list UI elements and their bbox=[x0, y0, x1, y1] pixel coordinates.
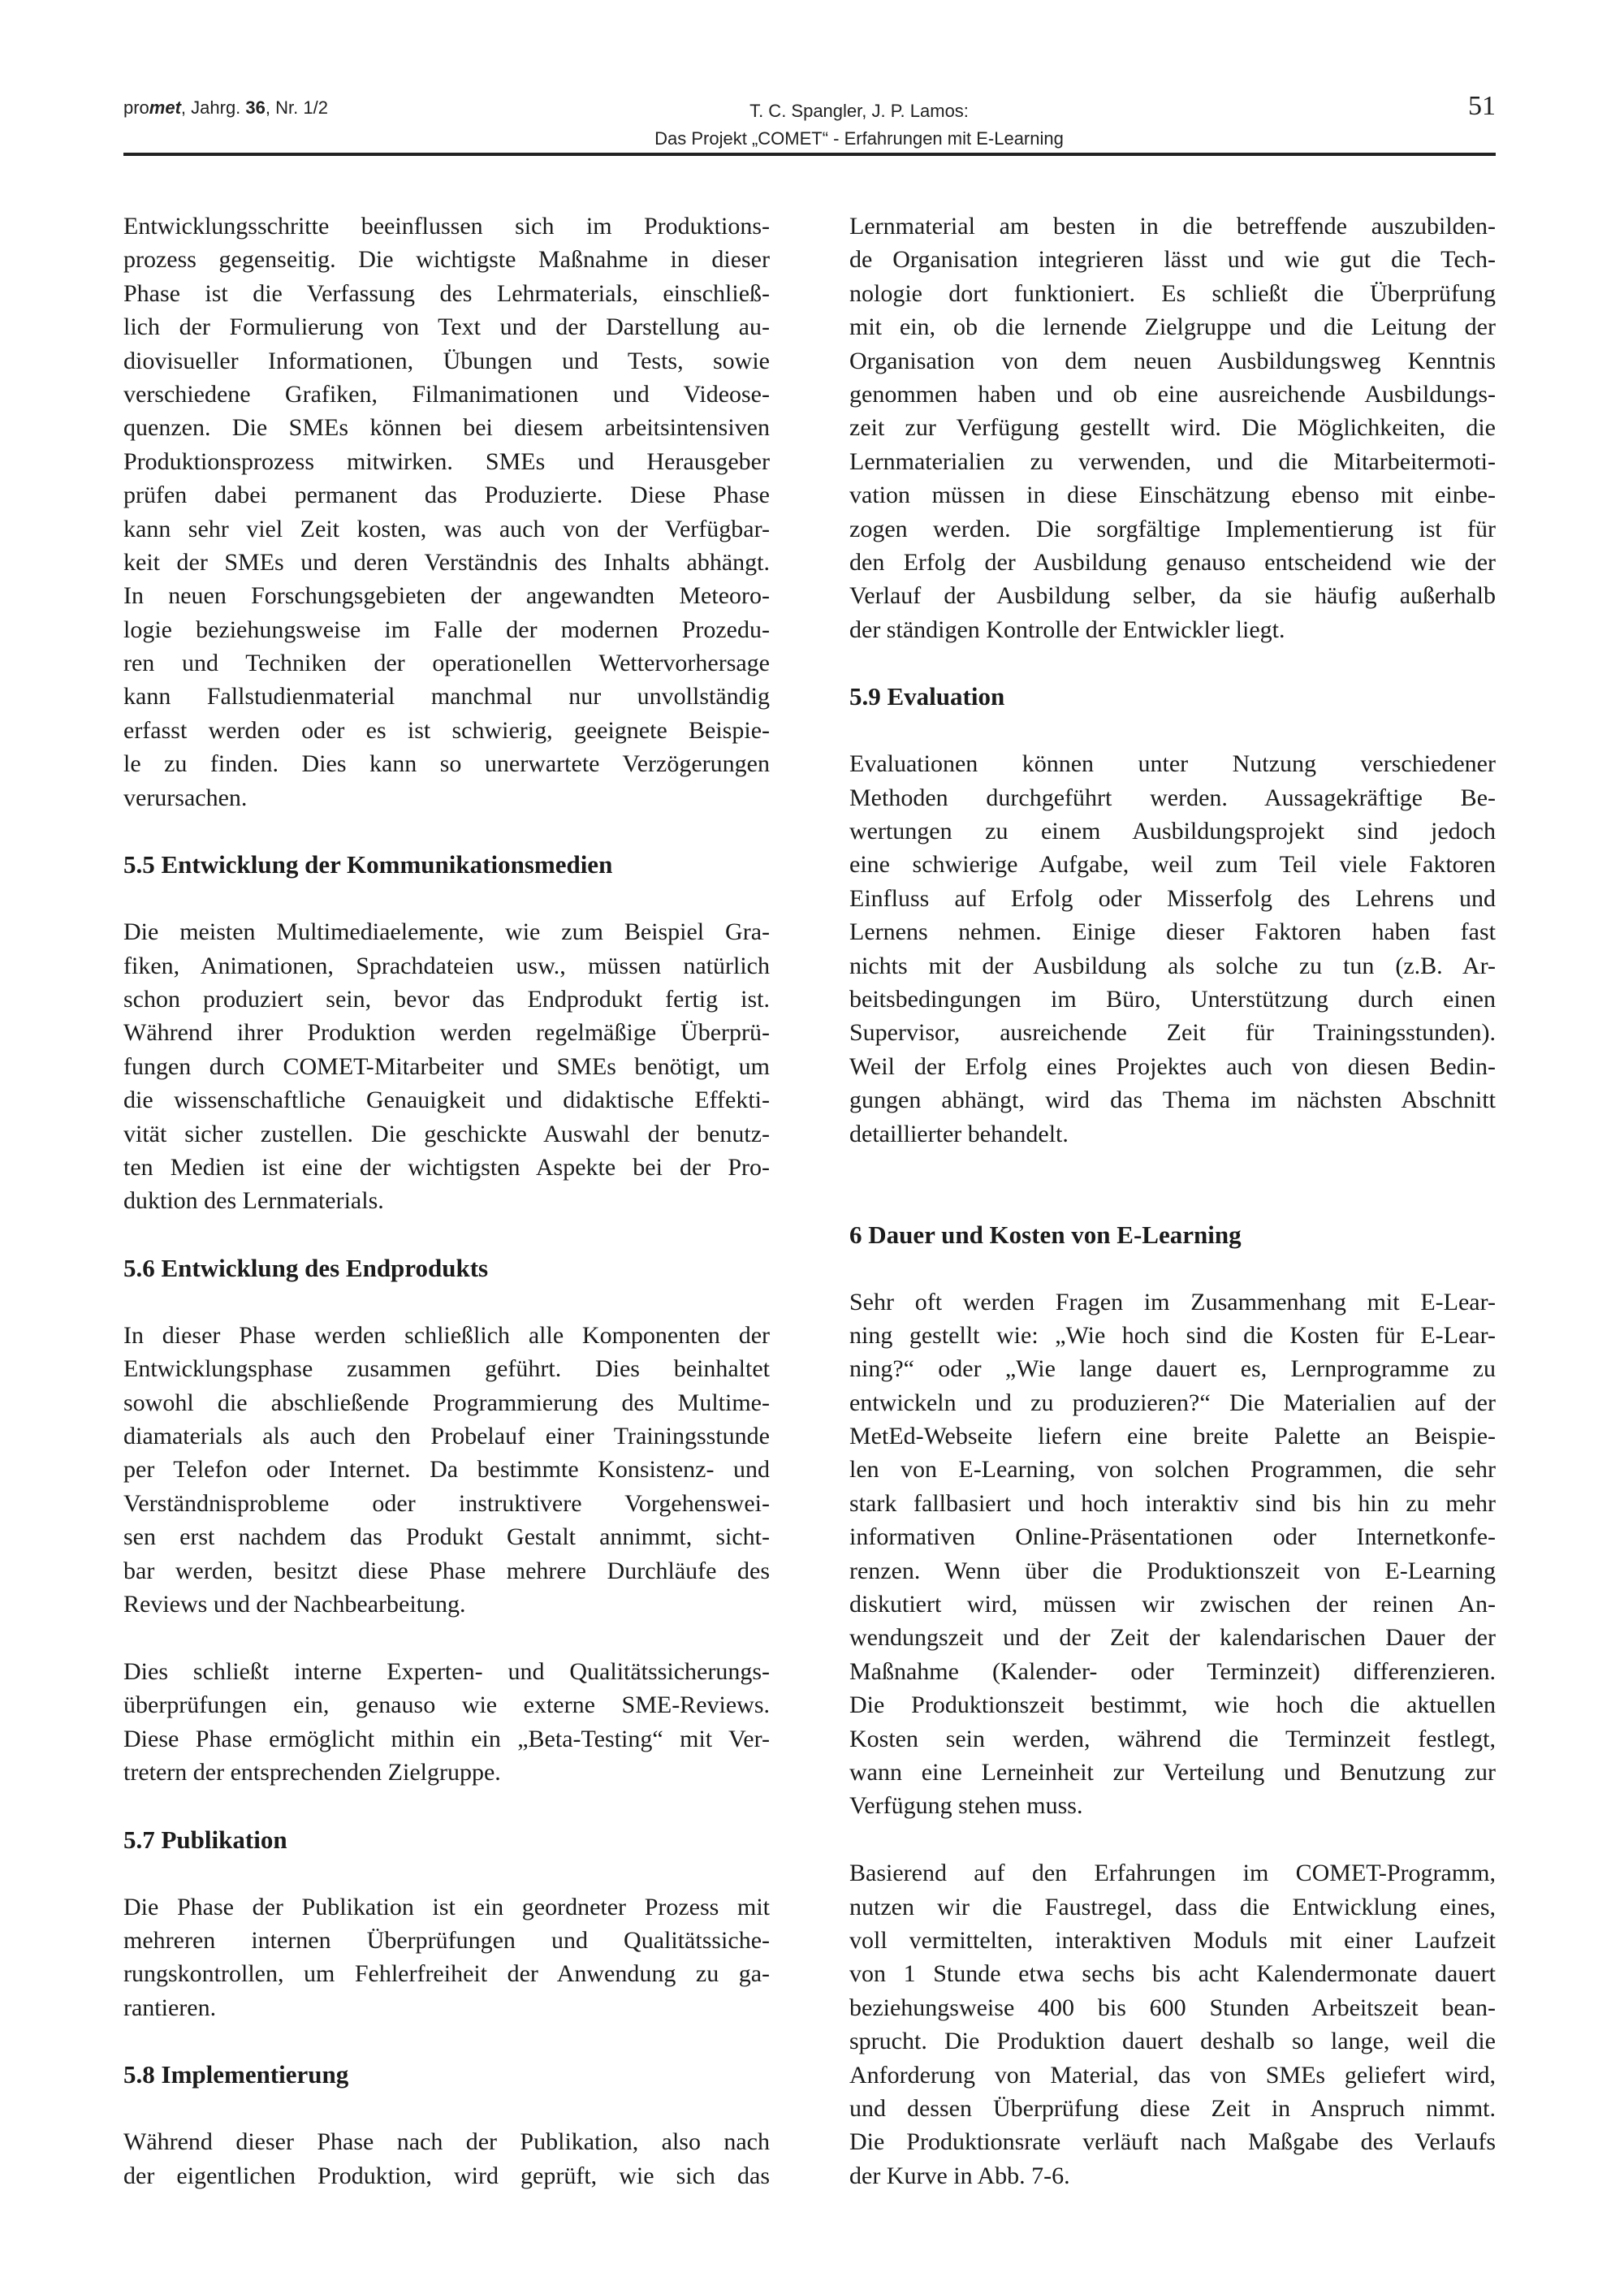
section-heading: 5.6 Entwicklung des Endprodukts bbox=[123, 1254, 489, 1283]
text-line: der ständigen Kontrolle der Entwickler liegt. bbox=[849, 616, 1285, 643]
text-line: prüfen dabei permanent das Produzierte. Diese Phase bbox=[123, 482, 770, 509]
text-line: keit der SMEs und deren Verständnis des Inhalts abhängt. bbox=[123, 548, 770, 576]
text-line: informativen Online-Präsentationen oder Internetkonfe- bbox=[849, 1523, 1496, 1551]
header-rule bbox=[123, 153, 1496, 156]
text-line: diskutiert wird, müssen wir zwischen der reinen An- bbox=[849, 1591, 1496, 1618]
text-line: entwickeln und zu produzieren?“ Die Materialien auf der bbox=[849, 1389, 1496, 1416]
text-line: Kosten sein werden, während die Terminzeit festlegt, bbox=[849, 1725, 1496, 1752]
text-line: de Organisation integrieren lässt und wie gut die Tech- bbox=[849, 246, 1496, 274]
text-line: nichts mit der Ausbildung als solche zu tun (z.B. Ar- bbox=[849, 952, 1496, 979]
text-line: Während ihrer Produktion werden regelmäßige Überprü- bbox=[123, 1019, 770, 1047]
text-line: quenzen. Die SMEs können bei diesem arbeitsintensiven bbox=[123, 414, 770, 442]
text-line: lich der Formulierung von Text und der Darstellung au- bbox=[123, 313, 770, 341]
running-header bbox=[568, 97, 1150, 153]
text-line: Entwicklungsphase zusammen geführt. Dies beinhaltet bbox=[123, 1355, 770, 1383]
header-title: Das Projekt „COMET“ - Erfahrungen mit E-Learning bbox=[654, 128, 1064, 149]
text-line: Reviews und der Nachbearbeitung. bbox=[123, 1591, 466, 1618]
text-line: sen erst nachdem das Produkt Gestalt annimmt, sicht- bbox=[123, 1523, 770, 1551]
text-line: die wissenschaftliche Genauigkeit und didaktische Effekti- bbox=[123, 1087, 770, 1114]
text-line: ten Medien ist eine der wichtigsten Aspekte bei der Pro- bbox=[123, 1153, 770, 1181]
text-line: renzen. Wenn über die Produktionszeit von E-Learning bbox=[849, 1557, 1496, 1584]
text-line: mit ein, ob die lernende Zielgruppe und die Leitung der bbox=[849, 313, 1496, 341]
text-line: bar werden, besitzt diese Phase mehrere Durchläufe des bbox=[123, 1557, 770, 1584]
journal-volume: 36 bbox=[245, 97, 266, 118]
text-line: Während dieser Phase nach der Publikation, also nach bbox=[123, 2128, 770, 2156]
text-line: Weil der Erfolg eines Projektes auch von diesen Bedin- bbox=[849, 1052, 1496, 1080]
text-line: In dieser Phase werden schließlich alle Komponenten der bbox=[123, 1321, 770, 1349]
text-line: überprüfungen ein, genauso wie externe SME-Reviews. bbox=[123, 1691, 770, 1719]
text-line: rantieren. bbox=[123, 1994, 217, 2021]
text-line: gungen abhängt, wird das Thema im nächsten Abschnitt bbox=[849, 1087, 1496, 1114]
paragraph bbox=[123, 2125, 770, 2192]
text-line: len von E-Learning, von solchen Programmen, die sehr bbox=[849, 1456, 1496, 1484]
text-line: wendungszeit und der Zeit der kalendarischen Dauer der bbox=[849, 1624, 1496, 1652]
right-column bbox=[849, 210, 1496, 2192]
text-line: Diese Phase ermöglicht mithin ein „Beta-Testing“ mit Ver- bbox=[123, 1725, 770, 1752]
text-line: verschiedene Grafiken, Filmanimationen und Videose- bbox=[123, 380, 770, 408]
text-line: Lernmaterial am besten in die betreffende auszubilden- bbox=[849, 213, 1496, 240]
text-line: voll vermittelten, interaktiven Moduls mit einer Laufzeit bbox=[849, 1926, 1496, 1954]
text-line: sprucht. Die Produktion dauert deshalb so lange, weil die bbox=[849, 2028, 1496, 2055]
text-line: Entwicklungsschritte beeinflussen sich im Produktions- bbox=[123, 213, 770, 240]
text-line: Die Produktionszeit bestimmt, wie hoch die aktuellen bbox=[849, 1691, 1496, 1719]
journal-year-label: , Jahrg. bbox=[180, 97, 246, 118]
text-line: Verständnisprobleme oder instruktivere Vorgehenswei- bbox=[123, 1489, 770, 1517]
text-line: eine schwierige Aufgabe, weil zum Teil viele Faktoren bbox=[849, 851, 1496, 879]
text-line: prozess gegenseitig. Die wichtigste Maßnahme in dieser bbox=[123, 246, 770, 274]
paragraph bbox=[849, 1285, 1496, 1823]
text-line: Sehr oft werden Fragen im Zusammenhang mit E-Lear- bbox=[849, 1288, 1496, 1315]
text-line: vität sicher zustellen. Die geschickte Auswahl der benutz- bbox=[123, 1120, 770, 1147]
section-heading: 5.8 Implementierung bbox=[123, 2060, 349, 2089]
text-line: Die Produktionsrate verläuft nach Maßgabe des Verlaufs bbox=[849, 2128, 1496, 2156]
text-line: stark fallbasiert und hoch interaktiv sind bis hin zu mehr bbox=[849, 1489, 1496, 1517]
text-line: In neuen Forschungsgebieten der angewandten Meteoro- bbox=[123, 582, 770, 610]
header-authors: T. C. Spangler, J. P. Lamos: bbox=[749, 101, 969, 121]
text-line: zogen werden. Die sorgfältige Implementierung ist für bbox=[849, 515, 1496, 542]
section-heading: 5.5 Entwicklung der Kommunikationsmedien bbox=[123, 850, 613, 879]
text-line: schon produziert sein, bevor das Endprodukt fertig ist. bbox=[123, 985, 770, 1013]
section-heading: 6 Dauer und Kosten von E-Learning bbox=[849, 1220, 1242, 1249]
text-line: Methoden durchgeführt werden. Aussagekräftige Be- bbox=[849, 784, 1496, 811]
paragraph bbox=[123, 1890, 770, 2025]
section-heading: 5.9 Evaluation bbox=[849, 682, 1005, 711]
paragraph bbox=[849, 1856, 1496, 2192]
text-line: Die Phase der Publikation ist ein geordneter Prozess mit bbox=[123, 1893, 770, 1920]
paragraph bbox=[849, 747, 1496, 1151]
text-line: tretern der entsprechenden Zielgruppe. bbox=[123, 1758, 501, 1786]
paragraph bbox=[123, 915, 770, 1218]
text-line: genommen haben und ob eine ausreichende Ausbildungs- bbox=[849, 380, 1496, 408]
text-line: ning?“ oder „Wie lange dauert es, Lernprogramme zu bbox=[849, 1355, 1496, 1383]
text-line: Evaluationen können unter Nutzung verschiedener bbox=[849, 750, 1496, 778]
text-line: Lernens nehmen. Einige dieser Faktoren haben fast bbox=[849, 918, 1496, 946]
left-column bbox=[123, 210, 770, 2192]
text-line: den Erfolg der Ausbildung genauso entscheidend wie der bbox=[849, 548, 1496, 576]
text-line: Die meisten Multimediaelemente, wie zum Beispiel Gra- bbox=[123, 918, 770, 946]
text-line: Basierend auf den Erfahrungen im COMET-Programm, bbox=[849, 1860, 1496, 1887]
text-line: nutzen wir die Faustregel, dass die Entwicklung eines, bbox=[849, 1893, 1496, 1920]
text-line: beitsbedingungen im Büro, Unterstützung durch einen bbox=[849, 985, 1496, 1013]
text-line: fiken, Animationen, Sprachdateien usw., müssen natürlich bbox=[123, 952, 770, 979]
journal-name-suffix: met bbox=[149, 97, 181, 118]
text-line: nologie dort funktioniert. Es schließt die Überprüfung bbox=[849, 279, 1496, 307]
text-line: Verfügung stehen muss. bbox=[849, 1792, 1083, 1820]
paragraph bbox=[123, 1319, 770, 1622]
section-heading: 5.7 Publikation bbox=[123, 1825, 287, 1854]
text-line: Anforderung von Material, das von SMEs geliefert wird, bbox=[849, 2061, 1496, 2089]
text-line: Einfluss auf Erfolg oder Misserfolg des Lehrens und bbox=[849, 884, 1496, 912]
journal-issue: , Nr. 1/2 bbox=[265, 97, 328, 118]
text-line: Maßnahme (Kalender- oder Terminzeit) differenzieren. bbox=[849, 1657, 1496, 1685]
text-line: duktion des Lernmaterials. bbox=[123, 1187, 384, 1215]
text-line: Produktionsprozess mitwirken. SMEs und Herausgeber bbox=[123, 447, 770, 475]
text-line: diamaterials als auch den Probelauf einer Trainingsstunde bbox=[123, 1423, 770, 1450]
text-line: logie beziehungsweise im Falle der modernen Prozedu- bbox=[123, 616, 770, 643]
text-line: rungskontrollen, um Fehlerfreiheit der Anwendung zu ga- bbox=[123, 1960, 770, 1988]
text-line: ren und Techniken der operationellen Wettervorhersage bbox=[123, 650, 770, 677]
paragraph bbox=[123, 210, 770, 814]
text-line: zeit zur Verfügung gestellt wird. Die Möglichkeiten, die bbox=[849, 414, 1496, 442]
text-line: diovisueller Informationen, Übungen und Tests, sowie bbox=[123, 347, 770, 374]
text-line: der Kurve in Abb. 7-6. bbox=[849, 2162, 1070, 2189]
text-line: detaillierter behandelt. bbox=[849, 1120, 1069, 1147]
text-line: vation müssen in diese Einschätzung ebenso mit einbe- bbox=[849, 482, 1496, 509]
text-line: beziehungsweise 400 bis 600 Stunden Arbeitszeit bean- bbox=[849, 1994, 1496, 2021]
text-line: Dies schließt interne Experten- und Qualitätssicherungs- bbox=[123, 1657, 770, 1685]
text-line: von 1 Stunde etwa sechs bis acht Kalendermonate dauert bbox=[849, 1960, 1496, 1988]
text-line: sowohl die abschließende Programmierung des Multime- bbox=[123, 1389, 770, 1416]
text-line: MetEd-Webseite liefern eine breite Palette an Beispie- bbox=[849, 1423, 1496, 1450]
page-number: 51 bbox=[1468, 91, 1496, 121]
text-line: per Telefon oder Internet. Da bestimmte Konsistenz- und bbox=[123, 1456, 770, 1484]
text-line: Organisation von dem neuen Ausbildungsweg Kenntnis bbox=[849, 347, 1496, 374]
text-line: der eigentlichen Produktion, wird geprüft, wie sich das bbox=[123, 2162, 770, 2189]
text-line: wann eine Lerneinheit zur Verteilung und Benutzung zur bbox=[849, 1758, 1496, 1786]
text-line: Phase ist die Verfassung des Lehrmaterials, einschließ- bbox=[123, 279, 770, 307]
paragraph bbox=[849, 210, 1496, 646]
text-line: ning gestellt wie: „Wie hoch sind die Kosten für E-Lear- bbox=[849, 1321, 1496, 1349]
journal-citation bbox=[123, 97, 328, 119]
text-line: Lernmaterialien zu verwenden, und die Mitarbeitermoti- bbox=[849, 447, 1496, 475]
text-line: wertungen zu einem Ausbildungsprojekt sind jedoch bbox=[849, 818, 1496, 845]
text-line: Supervisor, ausreichende Zeit für Trainingsstunden). bbox=[849, 1019, 1496, 1047]
text-line: kann sehr viel Zeit kosten, was auch von der Verfügbar- bbox=[123, 515, 770, 542]
journal-name-prefix: pro bbox=[123, 97, 149, 118]
text-line: Verlauf der Ausbildung selber, da sie häufig außerhalb bbox=[849, 582, 1496, 610]
text-line: fungen durch COMET-Mitarbeiter und SMEs benötigt, um bbox=[123, 1052, 770, 1080]
paragraph bbox=[123, 1655, 770, 1790]
text-line: kann Fallstudienmaterial manchmal nur unvollständig bbox=[123, 683, 770, 711]
text-line: und dessen Überprüfung diese Zeit in Anspruch nimmt. bbox=[849, 2094, 1496, 2122]
text-line: le zu finden. Dies kann so unerwartete Verzögerungen bbox=[123, 750, 770, 778]
text-line: verursachen. bbox=[123, 784, 248, 811]
text-line: erfasst werden oder es ist schwierig, geeignete Beispie- bbox=[123, 716, 770, 744]
text-line: mehreren internen Überprüfungen und Qualitätssiche- bbox=[123, 1926, 770, 1954]
